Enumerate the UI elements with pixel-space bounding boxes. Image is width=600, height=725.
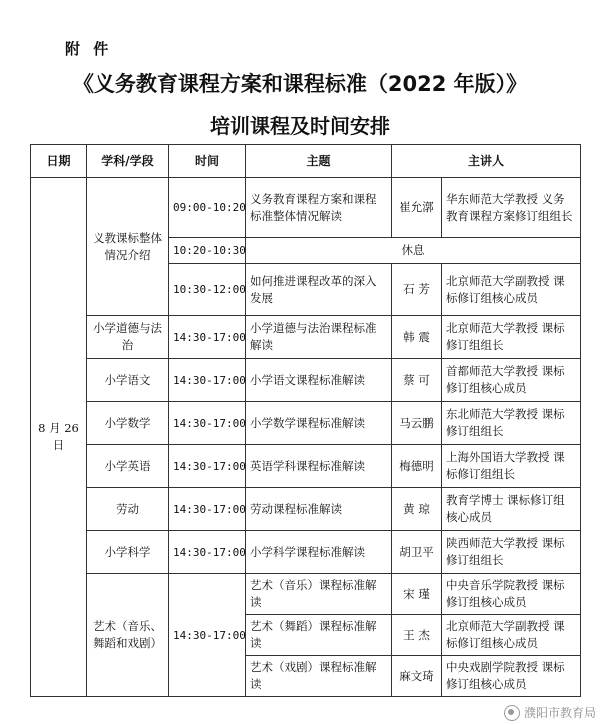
speaker-name: 宋 瑾 — [392, 574, 442, 615]
table-row — [31, 488, 581, 531]
table-row — [31, 574, 581, 615]
speaker-name: 韩 震 — [392, 316, 442, 359]
speaker-name: 蔡 可 — [392, 359, 442, 402]
speaker-name: 崔允漷 — [392, 178, 442, 238]
speaker-title: 北京师范大学副教授 课标修订组核心成员 — [442, 264, 581, 316]
topic-cell: 小学数学课程标准解读 — [246, 402, 392, 445]
watermark — [504, 704, 596, 721]
speaker-name: 胡卫平 — [392, 531, 442, 574]
speaker-title: 中央音乐学院教授 课标修订组核心成员 — [442, 574, 581, 615]
speaker-name: 黄 琼 — [392, 488, 442, 531]
topic-cell: 小学道德与法治课程标准解读 — [246, 316, 392, 359]
time-cell: 10:30-12:00 — [169, 264, 246, 316]
table-row — [31, 445, 581, 488]
document-title: 《义务教育课程方案和课程标准（2022 年版）》 — [72, 72, 528, 96]
header-row — [31, 145, 581, 178]
time-cell: 14:30-17:00 — [169, 488, 246, 531]
header-date: 日期 — [31, 145, 87, 178]
time-cell: 14:30-17:00 — [169, 359, 246, 402]
speaker-name: 马云鹏 — [392, 402, 442, 445]
speaker-name: 麻文琦 — [392, 656, 442, 697]
speaker-title: 北京师范大学副教授 课标修订组核心成员 — [442, 615, 581, 656]
speaker-title: 北京师范大学教授 课标修订组组长 — [442, 316, 581, 359]
wechat-icon — [504, 705, 520, 721]
topic-cell: 义务教育课程方案和课程标准整体情况解读 — [246, 178, 392, 238]
topic-cell: 小学科学课程标准解读 — [246, 531, 392, 574]
topic-cell: 英语学科课程标准解读 — [246, 445, 392, 488]
subject-cell: 小学道德与法治 — [87, 316, 169, 359]
topic-cell: 艺术（舞蹈）课程标准解读 — [246, 615, 392, 656]
attachment-label: 附 件 — [65, 40, 113, 58]
topic-cell: 劳动课程标准解读 — [246, 488, 392, 531]
time-cell: 14:30-17:00 — [169, 574, 246, 697]
watermark-text: 濮阳市教育局 — [523, 706, 596, 720]
table-row — [31, 178, 581, 238]
subject-cell: 艺术（音乐、舞蹈和戏剧） — [87, 574, 169, 697]
date-cell: 8 月 26 日 — [31, 178, 87, 697]
document-subtitle: 培训课程及时间安排 — [210, 114, 390, 138]
speaker-name: 梅德明 — [392, 445, 442, 488]
subject-cell: 劳动 — [87, 488, 169, 531]
header-topic: 主题 — [246, 145, 392, 178]
schedule-table — [30, 144, 581, 697]
subject-cell: 义教课标整体情况介绍 — [87, 178, 169, 316]
break-cell: 休息 — [246, 238, 581, 264]
speaker-title: 陕西师范大学教授 课标修订组组长 — [442, 531, 581, 574]
speaker-title: 中央戏剧学院教授 课标修订组核心成员 — [442, 656, 581, 697]
subject-cell: 小学科学 — [87, 531, 169, 574]
time-cell: 14:30-17:00 — [169, 316, 246, 359]
table-row — [31, 402, 581, 445]
table-row — [31, 359, 581, 402]
speaker-name: 王 杰 — [392, 615, 442, 656]
speaker-title: 东北师范大学教授 课标修订组组长 — [442, 402, 581, 445]
speaker-title: 教育学博士 课标修订组核心成员 — [442, 488, 581, 531]
table-row — [31, 316, 581, 359]
subject-cell: 小学英语 — [87, 445, 169, 488]
table-row — [31, 531, 581, 574]
time-cell: 14:30-17:00 — [169, 531, 246, 574]
time-cell: 14:30-17:00 — [169, 402, 246, 445]
time-cell: 10:20-10:30 — [169, 238, 246, 264]
subject-cell: 小学数学 — [87, 402, 169, 445]
time-cell: 14:30-17:00 — [169, 445, 246, 488]
speaker-title: 首都师范大学教授 课标修订组核心成员 — [442, 359, 581, 402]
speaker-name: 石 芳 — [392, 264, 442, 316]
header-time: 时间 — [169, 145, 246, 178]
speaker-title: 上海外国语大学教授 课标修订组组长 — [442, 445, 581, 488]
topic-cell: 小学语文课程标准解读 — [246, 359, 392, 402]
header-subject: 学科/学段 — [87, 145, 169, 178]
topic-cell: 如何推进课程改革的深入发展 — [246, 264, 392, 316]
header-speaker: 主讲人 — [392, 145, 581, 178]
subject-cell: 小学语文 — [87, 359, 169, 402]
topic-cell: 艺术（音乐）课程标准解读 — [246, 574, 392, 615]
topic-cell: 艺术（戏剧）课程标准解读 — [246, 656, 392, 697]
time-cell: 09:00-10:20 — [169, 178, 246, 238]
speaker-title: 华东师范大学教授 义务教育课程方案修订组组长 — [442, 178, 581, 238]
